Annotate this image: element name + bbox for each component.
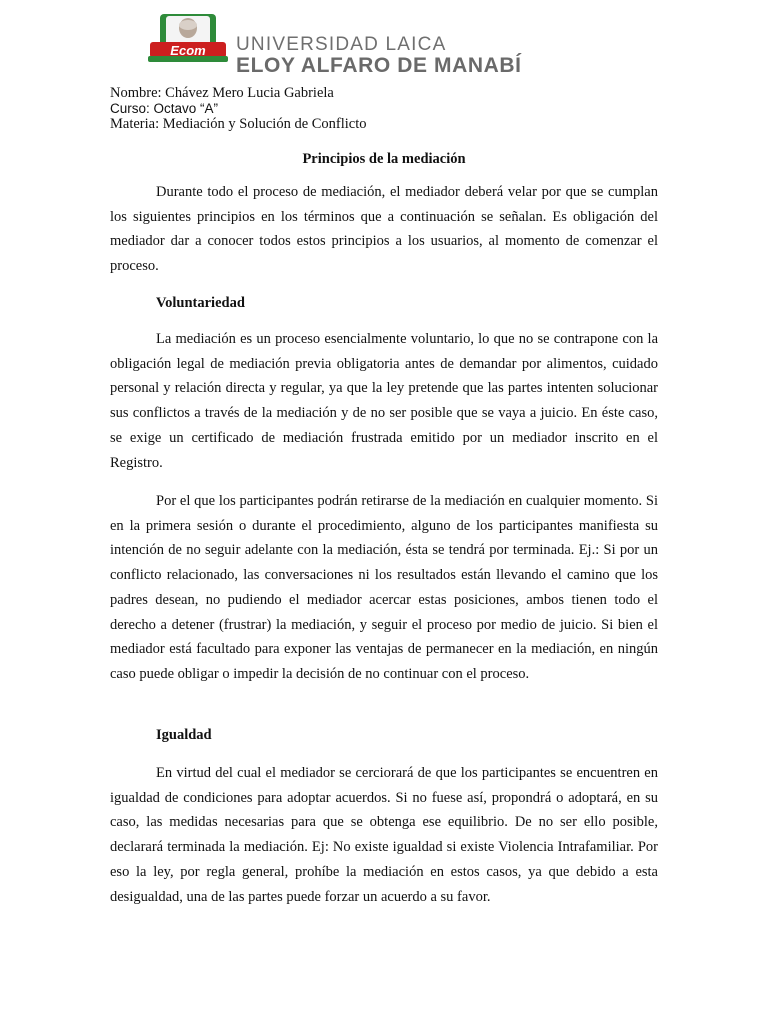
- curso-label: Curso:: [110, 101, 154, 116]
- university-name-line1: UNIVERSIDAD LAICA: [236, 34, 447, 55]
- materia-row: [110, 117, 367, 132]
- document-title: Principios de la mediación: [302, 151, 466, 167]
- materia-label: Materia:: [110, 116, 163, 132]
- university-logo-icon: [144, 14, 232, 66]
- nombre-row: [110, 86, 367, 101]
- student-info: [110, 86, 367, 132]
- svg-text:Ecom: Ecom: [170, 43, 206, 58]
- igualdad-paragraph-1: En virtud del cual el mediador se cerciorará de que los participantes se encuentren en igualdad de condiciones para adoptar acuerdos. Si no fuese así, propondrá o adoptará, en su caso, las medidas necesarias para que se obtenga ese equilibrio. De no ser ello posible, declarará terminada la mediación. Ej: No existe igualdad si existe Violencia Intrafamiliar. Por eso la ley, por regla general, prohíbe la mediación en estos casos, ya que debido a esta desigualdad, una de las partes puede forzar un acuerdo a su favor.: [110, 765, 658, 905]
- materia-value: Mediación y Solución de Conflicto: [162, 116, 367, 132]
- nombre-label: Nombre:: [110, 85, 166, 101]
- voluntariedad-paragraph-1: La mediación es un proceso esencialmente voluntario, lo que no se contrapone con la obligación legal de mediación previa obligatoria antes de demandar por alimentos, cuidado personal y relación directa y regular, ya que la ley pretende que las partes intenten solucionar sus conflictos a través de la mediación y de no ser posible que se vaya a juicio. En éste caso, se exige un certificado de mediación frustrada emitido por un mediador inscrito en el Registro.: [110, 331, 658, 471]
- curso-value: Octavo “A”: [153, 101, 219, 116]
- curso-row: [110, 101, 367, 117]
- voluntariedad-paragraph-2: Por el que los participantes podrán retirarse de la mediación en cualquier momento. Si en la primera sesión o durante el procedimiento, alguno de los participantes manifiesta su intención de no seguir adelante con la mediación, ésta se tendrá por terminada. Ej.: Si por un conflicto relacionado, las conversaciones ni los resultados están llevando el camino que los padres desean, no pudiendo el mediador acercar estas posiciones, ambos tienen todo el derecho a detener (frustrar) la mediación, y seguir el proceso por medio de juicio. Si bien el mediador está facultado para exponer las ventajas de permanecer en la mediación, en ningún caso puede obligar o impedir la decisión de no continuar con el proceso.: [110, 493, 658, 682]
- university-header: [140, 14, 640, 77]
- university-name-line2: ELOY ALFARO DE MANABÍ: [236, 54, 522, 77]
- section-heading-voluntariedad: Voluntariedad: [156, 295, 245, 311]
- nombre-value: Chávez Mero Lucia Gabriela: [165, 85, 334, 101]
- section-heading-igualdad: Igualdad: [156, 727, 212, 743]
- intro-paragraph: Durante todo el proceso de mediación, el mediador deberá velar por que se cumplan los siguientes principios en los términos que a continuación se señalan. Es obligación del mediador dar a conocer todos estos principios a los usuarios, al momento de comenzar el proceso.: [110, 184, 658, 275]
